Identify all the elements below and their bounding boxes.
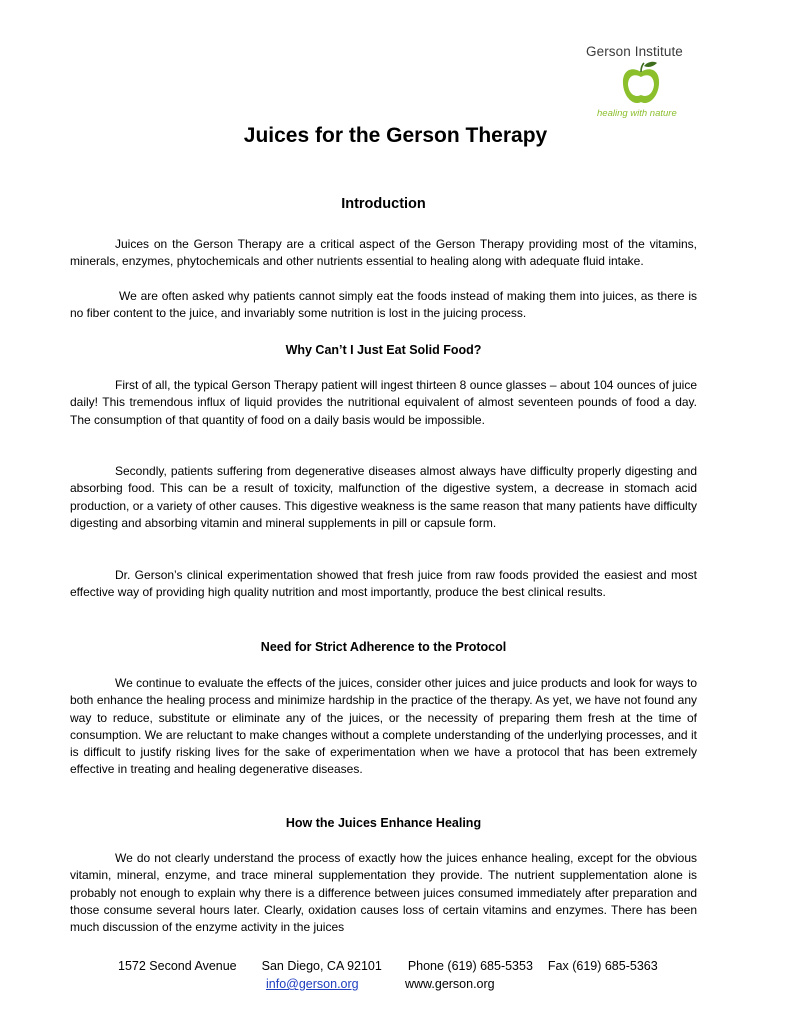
footer-address: 1572 Second Avenue <box>118 959 237 973</box>
gerson-institute-logo <box>584 44 702 124</box>
paragraph: Secondly, patients suffering from degenerative diseases almost always have difficulty properly digesting and absorbing food. This can be a result of toxicity, malfunction of the digestive system, a decrease in stomach acid production, or a variety of other causes. This digestive weakness is the same reason that many patients have difficulty digesting and absorbing vitamin and mineral supplements in pill or capsule form. <box>70 464 697 530</box>
section-heading-enhance-healing: How the Juices Enhance Healing <box>285 816 482 830</box>
footer-email-link[interactable]: info@gerson.org <box>266 977 359 991</box>
paragraph: Dr. Gerson’s clinical experimentation showed that fresh juice from raw foods provided the easiest and most effective way of providing high quality nutrition and most importantly, produce the best clinical results. <box>70 568 697 600</box>
footer-website: www.gerson.org <box>405 977 495 991</box>
paragraph: We are often asked why patients cannot simply eat the foods instead of making them into juices, as there is no fiber content to the juice, and invariably some nutrition is lost in the juicing process. <box>70 289 697 321</box>
section-heading-introduction: Introduction <box>341 196 426 212</box>
paragraph: Juices on the Gerson Therapy are a critical aspect of the Gerson Therapy providing most of the vitamins, minerals, enzymes, phytochemicals and other nutrients essential to healing along with adequate fluid intake. <box>70 237 697 269</box>
paragraph: First of all, the typical Gerson Therapy patient will ingest thirteen 8 ounce glasses – about 104 ounces of juice daily! This tremendous influx of liquid provides the nutritional equivalent of almost seventeen pounds of food a day. The consumption of that quantity of food on a daily basis would be impossible. <box>70 378 697 427</box>
footer-phone: Phone (619) 685-5353 <box>407 959 533 973</box>
section-heading-strict-adherence: Need for Strict Adherence to the Protocol <box>260 640 507 654</box>
logo-name: Gerson Institute <box>586 44 683 59</box>
apple-icon <box>620 60 662 108</box>
logo-tagline: healing with nature <box>597 108 677 119</box>
footer-contact-line <box>118 959 658 973</box>
paragraph: We continue to evaluate the effects of the juices, consider other juices and juice products and look for ways to both enhance the healing process and minimize hardship in the practice of the therapy. As yet, we have not found any way to reduce, substitute or eliminate any of the juices, or the necessity of preparing them fresh at the time of consumption. We are reluctant to make changes without a complete understanding of the underlying processes, and it is difficult to justify risking lives for the sake of experimentation when we have a protocol that has been extremely effective in treating and healing degenerative diseases. <box>70 676 697 777</box>
footer-city: San Diego, CA 92101 <box>261 959 382 973</box>
footer-fax: Fax (619) 685-5363 <box>547 959 658 973</box>
paragraph: We do not clearly understand the process of exactly how the juices enhance healing, except for the obvious vitamin, mineral, enzyme, and trace mineral supplementation they provide. The nutrient supplementation alone is probably not enough to explain why there is a difference between juices consumed immediately after preparation and those consume several hours later. Clearly, oxidation causes loss of certain vitamins and enzymes. There has been much discussion of the enzyme activity in the juices <box>70 851 697 935</box>
document-title: Juices for the Gerson Therapy <box>243 124 548 147</box>
section-heading-solid-food: Why Can’t I Just Eat Solid Food? <box>285 343 482 357</box>
